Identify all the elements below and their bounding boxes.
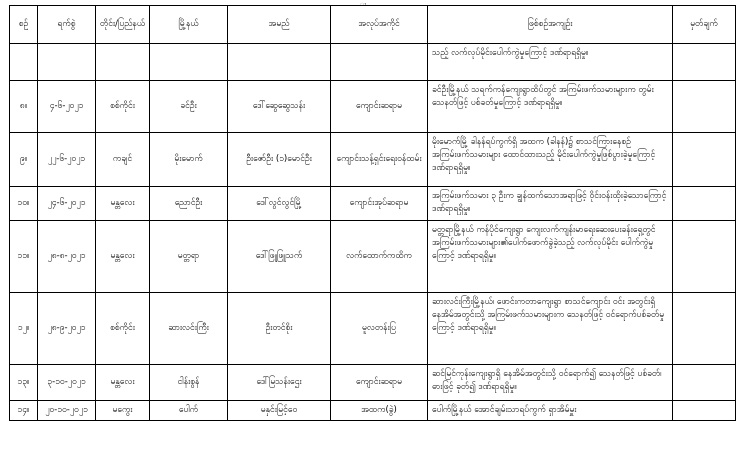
cell-township: ငါန်းစွန် (150, 365, 228, 401)
cell-name: ဒေါ်လွင်လွင်မြို့ (228, 187, 331, 221)
header-occupation: အလုပ်အကိုင် (331, 6, 428, 44)
cell-township: ခင်ဦး (150, 81, 228, 133)
cell-no: ၉။ (10, 133, 38, 187)
header-township: မြို့နယ် (150, 6, 228, 44)
cell-township: မတ္တရာ (150, 221, 228, 293)
cell-region: စစ်ကိုင်း (96, 293, 150, 365)
cell-date: ၂၈-၉-၂၀၂၁ (38, 293, 96, 365)
cell-no: ၈။ (10, 81, 38, 133)
cell-occupation: ကျောင်းဆရာမ (331, 365, 428, 401)
cell-name (228, 44, 331, 81)
cell-name: မနှင်းမြင့်ဝေ (228, 401, 331, 421)
header-date: ရက်စွဲ (38, 6, 96, 44)
cell-occupation: ကျောင်းအုပ်ဆရာမ (331, 187, 428, 221)
cell-no: ၁၀။ (10, 187, 38, 221)
cell-occupation (331, 44, 428, 81)
cell-incident: ခင်ဦးမြို့နယ် သရက်ကန်ကျေးရွာထိပ်တွင် အကြမ်းဖက်သမားများက တွမ်းသေနတ်ဖြင့် ပစ်ခတ်မှုကြောင့် ဒဏ်ရာရရှိမှု။ (428, 81, 673, 133)
table-header-row (10, 6, 736, 44)
cell-region (96, 44, 150, 81)
cell-no: ၁၃။ (10, 365, 38, 401)
cell-name: ဒေါ်ဖြူဖြူသက် (228, 221, 331, 293)
cell-remarks (673, 81, 736, 133)
header-no: စဉ် (10, 6, 38, 44)
cell-region: စစ်ကိုင်း (96, 81, 150, 133)
cell-region: မန္တလေး (96, 365, 150, 401)
cell-date (38, 44, 96, 81)
cell-occupation: ကျောင်းဆရာမ (331, 81, 428, 133)
cell-remarks (673, 401, 736, 421)
table-row (10, 401, 736, 421)
cell-region: ကချင် (96, 133, 150, 187)
cell-date: ၄-၆-၂၀၂၁ (38, 81, 96, 133)
cell-township: ပေါက် (150, 401, 228, 421)
cell-remarks (673, 221, 736, 293)
cell-incident: အကြမ်းဖက်သမား ၃ ဦးက ချွန်ထက်သောအရာဖြင့် ဝိုင်းဝန်းထိုးခဲ့သောကြောင့် ဒဏ်ရာရရှိမှု။ (428, 187, 673, 221)
cell-township: ညောင်ဦး (150, 187, 228, 221)
cell-occupation: လက်ထောက်ကထိက (331, 221, 428, 293)
header-remarks: မှတ်ချက် (673, 6, 736, 44)
cell-incident: ပေါက်မြို့နယ် အောင်ချမ်းသာရပ်ကွက် ရှာအိမ်မှူး (428, 401, 673, 421)
cell-remarks (673, 293, 736, 365)
cell-remarks (673, 44, 736, 81)
cell-name: ဒေါ်မြသန်းဌေး (228, 365, 331, 401)
cell-incident: ဆားလင်းကြီးမြို့နယ်၊ ဖောင်းကတာကျေးရွာ စာသင်ကျောင်း ဝင်း အတွင်းရှိ နေအိမ်အတွင်းသို့ အကြမ်းဖက်သမားများက သေနတ်ဖြင့် ဝင်ရောက်ပစ်ခတ်မှုကြောင့် ဒဏ်ရာရရှိမှု။ (428, 293, 673, 365)
cell-date: ၃-၁၀-၂၀၂၁ (38, 365, 96, 401)
cell-name: ဦးတင်စိုး (228, 293, 331, 365)
header-name: အမည် (228, 6, 331, 44)
table-row (10, 221, 736, 293)
cell-region: မန္တလေး (96, 187, 150, 221)
cell-incident: မတ္တရာမြို့နယ် ကန်ပိုင်ကျေးရွာ ကျေးလက်ကျန်းမာရေးဆေးပေးခန်းရှေ့တွင် အကြမ်းဖက်သမားများ၏ပေါက်ဖောက်ခွဲခဲ့သည့် လက်လုပ်မိုင်း ပေါက်ကွဲမှုကြောင့် ဒဏ်ရာရရှိမှု။ (428, 221, 673, 293)
cell-remarks (673, 365, 736, 401)
cell-no (10, 44, 38, 81)
cell-remarks (673, 187, 736, 221)
header-incident: ဖြစ်စဉ်အကျဉ်း (428, 6, 673, 44)
cell-date: ၂၀-၁၀-၂၀၂၁ (38, 401, 96, 421)
table-row (10, 293, 736, 365)
table-row (10, 365, 736, 401)
cell-occupation: မူလတန်းပြ (331, 293, 428, 365)
cell-no: ၁၁။ (10, 221, 38, 293)
cell-remarks (673, 133, 736, 187)
cell-name: ဒေါ်ဆွေဆွေသန်း (228, 81, 331, 133)
cell-township: မိုးမောက် (150, 133, 228, 187)
cell-incident: သည့် လက်လုပ်မိုင်းပေါက်ကွဲမှုကြောင့် ဒဏ်ရာရရှိမှု။ (428, 44, 673, 81)
cell-date: ၂၈-၈-၂၀၂၁ (38, 221, 96, 293)
cell-occupation: အထက(ခွဲ) (331, 401, 428, 421)
cell-date: ၂၄-၆-၂၀၂၁ (38, 187, 96, 221)
table-row (10, 44, 736, 81)
cell-no: ၁၄။ (10, 401, 38, 421)
header-region: တိုင်း/ပြည်နယ် (96, 6, 150, 44)
cell-region: မန္တလေး (96, 221, 150, 293)
cell-name: ဦးဇော်ဦး (၁)မောင်ဦး (228, 133, 331, 187)
page-number: ၤ (360, 0, 367, 8)
cell-township: ဆားလင်းကြီး (150, 293, 228, 365)
table-row (10, 133, 736, 187)
cell-township (150, 44, 228, 81)
incident-table (9, 5, 736, 421)
cell-occupation: ကျောင်းသန့်ရှင်းရေးဝန်ထမ်း (331, 133, 428, 187)
table-row (10, 187, 736, 221)
cell-date: ၂၂-၆-၂၀၂၁ (38, 133, 96, 187)
cell-incident: ဆင်မြင်ကုန်းကျေးရွာရှိ နေအိမ်အတွင်းသို့ ဝင်ရောက်၍ သေနတ်ဖြင့် ပစ်ခတ်၊ ဓားဖြင့် ခုတ်၍ ဒဏ်ရာရရှိမှု။ (428, 365, 673, 401)
cell-incident: မိုးမောက်မြို့ ခါနန်ရပ်ကွက်ရှိ အထက (ခါနန်)၌ စာသင်ကြားနေစဉ် အကြမ်းဖက်သမားများ ထောင်ထားသည့် မိုင်းပေါက်ကွဲမှုဖြစ်ပွားခဲ့မှုကြောင့် ဒဏ်ရာရရှိမှု။ (428, 133, 673, 187)
cell-no: ၁၂။ (10, 293, 38, 365)
cell-region: မကွေး (96, 401, 150, 421)
table-row (10, 81, 736, 133)
